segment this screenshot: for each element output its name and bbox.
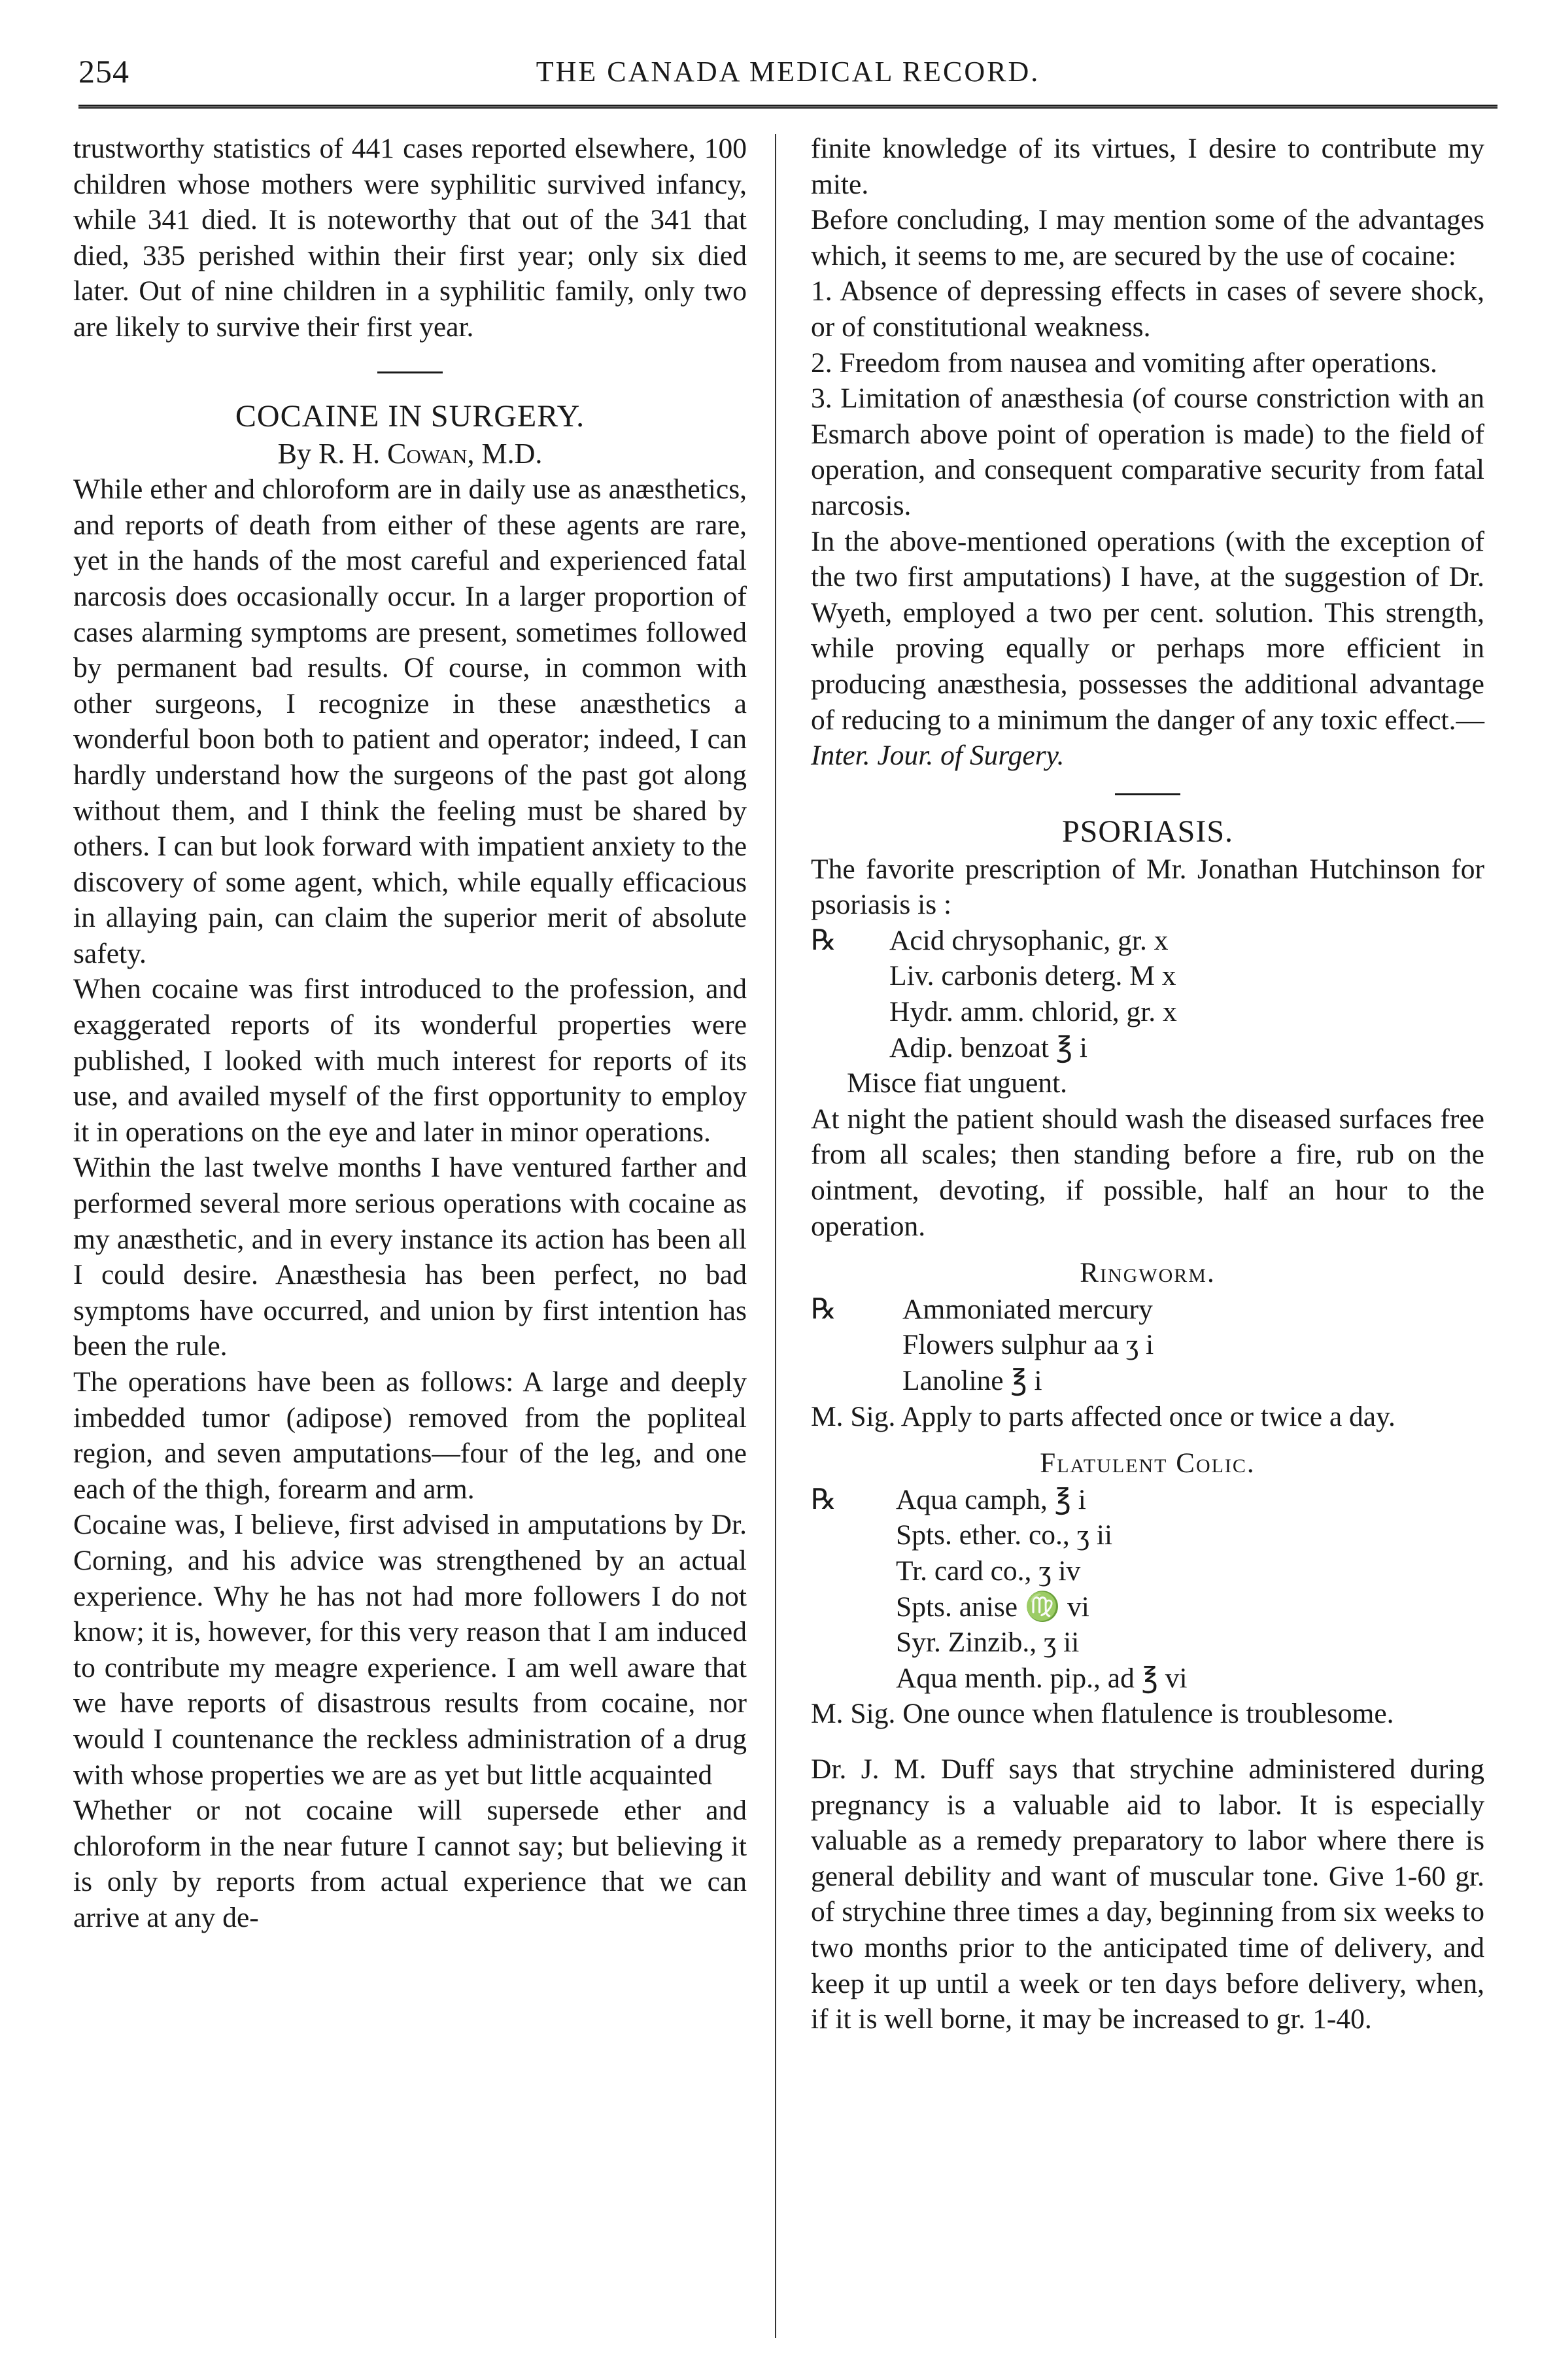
article-title: COCAINE IN SURGERY. <box>235 398 585 434</box>
citation: Inter. Jour. of Surgery. <box>811 740 1065 772</box>
rx-symbol: ℞ <box>811 924 836 956</box>
prescription-item: Spts. anise ♍ vi <box>896 1591 1089 1623</box>
running-head: THE CANADA MEDICAL RECORD. <box>536 56 1040 88</box>
section-title-psoriasis: PSORIASIS. <box>1061 814 1234 849</box>
page-number: 254 <box>78 53 129 90</box>
byline-suffix: , M.D. <box>467 437 543 470</box>
rx-symbol: ℞ <box>811 1483 836 1515</box>
byline-by: By R. H. <box>277 437 381 470</box>
paragraph: Dr. J. M. Duff says that strychine administered during pregnancy is a valuable aid to labor. It is especially valuable as a remedy preparatory to labor where there is general debility and want of muscular tone. Give 1-60 gr. of strychine three times a day, beginning from six weeks to two months prior to the anticipated time of delivery, and keep it up until a week or ten days before delivery, when, if it is well borne, it may be increased to gr. 1-40. <box>811 1753 1484 2035</box>
prescription-item: Tr. card co., ʒ iv <box>896 1555 1081 1587</box>
paragraph: M. Sig. Apply to parts affected once or twice a day. <box>811 1400 1395 1432</box>
subsection-title-ringworm: Ringworm. <box>1080 1258 1216 1289</box>
paragraph: The favorite prescription of Mr. Jonathan Hutchinson for psoriasis is : <box>811 853 1484 921</box>
header-rule <box>78 105 1497 109</box>
paragraph: Within the last twelve months I have ventured farther and performed several more serious operations with cocaine as my anæsthetic, and in every instance its action has been all I could desire. Anæsthesia has been perfect, no bad symptoms have occurred, and union by first intention has been the rule. <box>73 1152 747 1362</box>
paragraph: Whether or not cocaine will supersede ether and chloroform in the near future I cannot say; but believing it is only by reports from actual experience that we can arrive at any de- <box>73 1795 747 1933</box>
paragraph: At night the patient should wash the diseased surfaces free from all scales; then standing before a fire, rub on the ointment, devoting, if possible, half an hour to the operation. <box>811 1103 1484 1242</box>
prescription-instruction: Misce fiat unguent. <box>847 1067 1068 1099</box>
page-header <box>78 46 1497 92</box>
paragraph: 3. Limitation of anæsthesia (of course constriction with an Esmarch above point of operation is made) to the field of operation, and consequent comparative security from fatal narcosis. <box>811 383 1484 521</box>
left-column <box>73 131 747 1936</box>
paragraph-text: In the above-mentioned operations (with the exception of the two first amputations) I have, at the suggestion of Dr. Wyeth, employed a two per cent. solution. This strength, while proving equally or perhaps more efficient in producing anæsthesia, possesses the additional advantage of reducing to a minimum the danger of any toxic effect.— <box>811 525 1484 736</box>
column-divider <box>775 134 776 2338</box>
prescription-item: Adip. benzoat ℥ i <box>889 1031 1087 1063</box>
right-column <box>811 131 1484 2037</box>
prescription-item: Liv. carbonis deterg. M x <box>889 960 1176 992</box>
paragraph: Before concluding, I may mention some of the advantages which, it seems to me, are secured by the use of cocaine: <box>811 204 1484 271</box>
prescription-item: Ammoniated mercury <box>902 1293 1153 1325</box>
prescription-item: Spts. ether. co., ʒ ii <box>896 1519 1113 1551</box>
prescription-item: Acid chrysophanic, gr. x <box>889 924 1169 956</box>
byline-name: Cowan <box>387 437 468 470</box>
paragraph: finite knowledge of its virtues, I desire to contribute my mite. <box>811 133 1484 200</box>
paragraph: Cocaine was, I believe, first advised in amputations by Dr. Corning, and his advice was strengthened by an actual experience. Why he has not had more followers I do not know; it is, however, for this very reason that I am induced to contribute my meagre experience. I am well aware that we have reports of disastrous results from cocaine, nor would I countenance the reckless administration of a drug with whose properties we are as yet but little acquainted <box>73 1509 747 1791</box>
paragraph: M. Sig. One ounce when flatulence is troublesome. <box>811 1698 1394 1730</box>
rx-symbol: ℞ <box>811 1293 836 1325</box>
paragraph <box>811 524 1484 774</box>
paragraph: trustworthy statistics of 441 cases reported elsewhere, 100 children whose mothers were syphilitic survived infancy, while 341 died. It is noteworthy that out of the 341 that died, 335 perished within their first year; only six died later. Out of nine children in a syphilitic family, only two are likely to survive their first year. <box>73 133 747 343</box>
prescription-line <box>811 1292 1484 1328</box>
prescription-item: Syr. Zinzib., ʒ ii <box>896 1627 1080 1659</box>
paragraph: When cocaine was first introduced to the profession, and exaggerated reports of its wonderful properties were published, I looked with much interest for reports of its use, and availed myself of the first opportunity to employ it in operations on the eye and later in minor operations. <box>73 973 747 1148</box>
prescription-item: Aqua menth. pip., ad ℥ vi <box>896 1662 1188 1694</box>
byline <box>73 436 747 472</box>
prescription-line <box>811 923 1484 959</box>
prescription-item: Lanoline ℥ i <box>902 1365 1042 1396</box>
subsection-title-colic: Flatulent Colic. <box>1040 1448 1256 1479</box>
prescription-item: Hydr. amm. chlorid, gr. x <box>889 996 1177 1028</box>
paragraph: The operations have been as follows: A large and deeply imbedded tumor (adipose) removed from the popliteal region, and seven amputations—four of the leg, and one each of the thigh, forearm and arm. <box>73 1366 747 1505</box>
prescription-item: Aqua camph, ℥ i <box>896 1483 1086 1515</box>
prescription-line <box>811 1482 1484 1518</box>
paragraph: While ether and chloroform are in daily use as anæsthetics, and reports of death from either of these agents are rare, yet in the hands of the most careful and experienced fatal narcosis does occasionally occur. In a larger proportion of cases alarming symptoms are present, sometimes followed by permanent bad results. Of course, in common with other surgeons, I recognize in these anæsthetics a wonderful boon both to patient and operator; indeed, I can hardly understand how the surgeons of the past got along without them, and I think the feeling must be shared by others. I can but look forward with impatient anxiety to the discovery of some agent, which, while equally efficacious in allaying pain, can claim the superior merit of absolute safety. <box>73 474 747 969</box>
paragraph: 1. Absence of depressing effects in cases of severe shock, or of constitutional weakness. <box>811 275 1484 343</box>
prescription-item: Flowers sulphur aa ʒ i <box>902 1329 1154 1361</box>
paragraph: 2. Freedom from nausea and vomiting after operations. <box>811 347 1437 379</box>
